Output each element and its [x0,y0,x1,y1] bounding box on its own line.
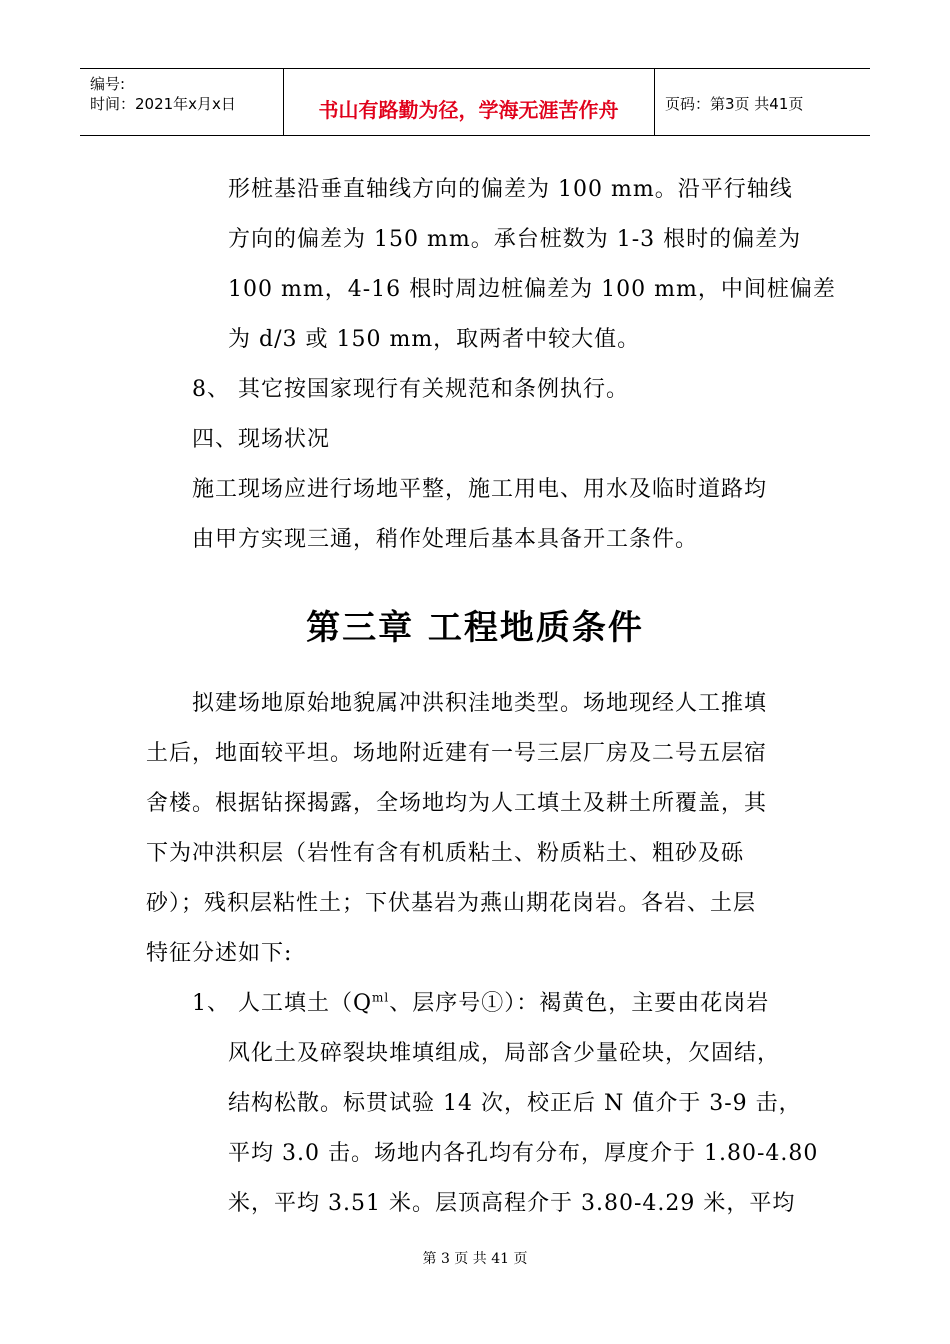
text-line: 风化土及碎裂块堆填组成，局部含少量砼块，欠固结， [228,1041,781,1066]
list-item-1 [192,986,769,1017]
page-footer: 第 3 页 共 41 页 [422,1251,528,1267]
text-line: 方向的偏差为 150 mm。承台桩数为 1-3 根时的偏差为 [228,227,802,252]
text-line: 为 d/3 或 150 mm，取两者中较大值。 [228,327,641,352]
text-line: 形桩基沿垂直轴线方向的偏差为 100 mm。沿平行轴线 [228,177,793,202]
section-heading: 四、现场状况 [192,427,331,452]
header-table [80,68,870,136]
text-line: 施工现场应进行场地平整，施工用电、用水及临时道路均 [192,477,768,502]
text-line: 米，平均 3.51 米。层顶高程介于 3.80-4.29 米，平均 [228,1191,796,1216]
text-line: 平均 3.0 击。场地内各孔均有分布，厚度介于 1.80-4.80 [228,1141,819,1166]
time-label: 时间：2021年x月x日 [90,95,236,113]
text-line: 土后，地面较平坦。场地附近建有一号三层厂房及二号五层宿 [146,741,768,766]
number-label: 编号: [90,75,126,93]
text-line: 下为冲洪积层（岩性有含有机质粘土、粉质粘土、粗砂及砾 [146,841,745,866]
list-item-8: 8、 其它按国家现行有关规范和条例执行。 [192,377,629,402]
text-line: 特征分述如下: [146,941,293,966]
text-line: 舍楼。根据钻探揭露，全场地均为人工填土及耕土所覆盖，其 [146,791,768,816]
item1-suffix: 、层序号①）：褐黄色，主要由花岗岩 [389,991,770,1016]
chapter-title: 第三章 工程地质条件 [306,608,644,648]
text-line: 砂）；残积层粘性土；下伏基岩为燕山期花岗岩。各岩、土层 [146,891,757,916]
text-line: 100 mm，4-16 根时周边桩偏差为 100 mm，中间桩偏差 [228,277,836,302]
text-line: 拟建场地原始地貌属冲洪积洼地类型。场地现经人工推填 [192,691,768,716]
header-meta-cell [80,69,284,135]
text-line: 由甲方实现三通，稍作处理后基本具备开工条件。 [192,527,699,552]
header-page-cell [655,69,870,135]
text-line: 结构松散。标贯试验 14 次，校正后 N 值介于 3-9 击， [228,1091,802,1116]
item1-superscript: ml [372,990,390,1005]
page-label: 页码：第3页 共41页 [665,95,804,113]
header-motto-cell [283,69,655,135]
motto: 书山有路勤为径，学海无涯苦作舟 [318,98,619,122]
item1-prefix: 1、 人工填土（Q [192,991,373,1016]
